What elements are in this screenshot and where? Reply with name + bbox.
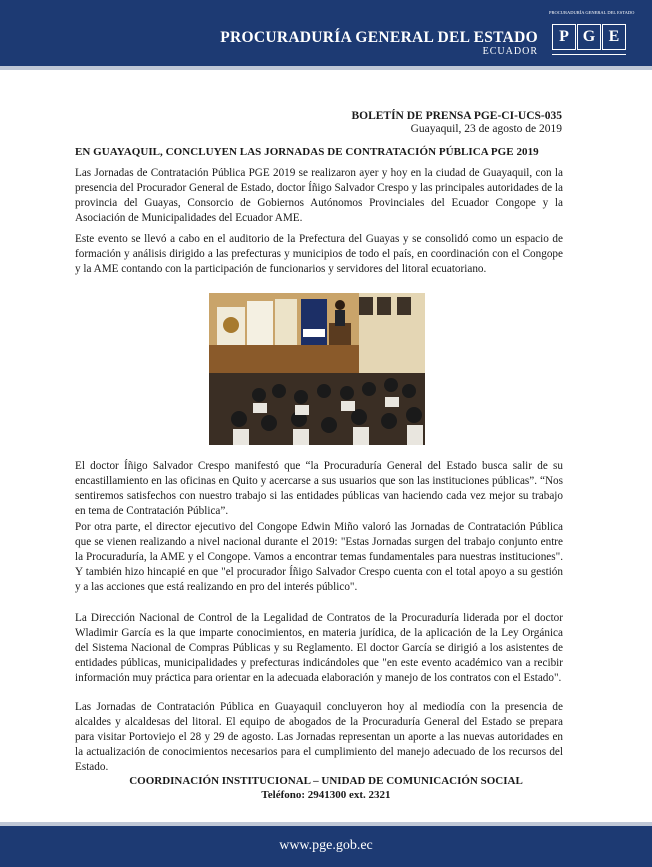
header-divider bbox=[0, 66, 652, 70]
headline: EN GUAYAQUIL, CONCLUYEN LAS JORNADAS DE CONTRATACIÓN PÚBLICA PGE 2019 bbox=[75, 146, 539, 158]
footer-unit: COORDINACIÓN INSTITUCIONAL – UNIDAD DE COMUNICACIÓN SOCIAL bbox=[129, 775, 523, 787]
event-photo bbox=[209, 293, 425, 445]
paragraph-6: Las Jornadas de Contratación Pública en Guayaquil concluyeron hoy al mediodía con la presencia de alcaldes y alcaldesas del litoral. El equipo de abogados de la Procuraduría General del Estado se prepara para visitar Portoviejo el 28 y 29 de agosto. Las Jornadas representan un aporte a las nuevas autoridades en la actualización de conocimientos necesarios para el cumplimiento del manejo adecuado de los recursos del Estado. bbox=[75, 701, 563, 773]
bulletin-number: BOLETÍN DE PRENSA PGE-CI-UCS-035 bbox=[351, 110, 562, 122]
paragraph-2: Este evento se llevó a cabo en el auditorio de la Prefectura del Guayas y se consolidó como un espacio de formación y análisis dirigido a las prefecturas y municipios de todo el país, en coordinación con el Congope y la AME contando con la participación de funcionarios y servidores del litoral ecuatoriano. bbox=[75, 233, 563, 275]
paragraph-1: Las Jornadas de Contratación Pública PGE 2019 se realizaron ayer y hoy en la ciudad de Guayaquil, con la presencia del Procurador General de Estado, doctor Íñigo Salvador Crespo y las principales autoridades de la provincia del Guayas, Consorcio de Gobiernos Autónomos Provinciales del Ecuador Congope y la Asociación de Municipalidades del Ecuador AME. bbox=[75, 167, 563, 224]
page-header bbox=[0, 0, 652, 66]
logo-letter-g: G bbox=[577, 24, 601, 50]
bulletin-place-date: Guayaquil, 23 de agosto de 2019 bbox=[410, 123, 562, 135]
pge-logo bbox=[549, 10, 635, 62]
logo-letters bbox=[552, 24, 626, 56]
org-name: PROCURADURÍA GENERAL DEL ESTADO bbox=[220, 29, 538, 46]
logo-rule bbox=[552, 54, 626, 55]
logo-caption: PROCURADURÍA GENERAL DEL ESTADO bbox=[549, 10, 635, 15]
footer-phone: Teléfono: 2941300 ext. 2321 bbox=[261, 789, 391, 801]
org-country: ECUADOR bbox=[482, 46, 538, 57]
logo-letter-e: E bbox=[602, 24, 626, 50]
website-link[interactable]: www.pge.gob.ec bbox=[279, 838, 373, 853]
paragraph-5: La Dirección Nacional de Control de la Legalidad de Contratos de la Procuraduría liderada por el doctor Wladimir García es la que imparte conocimientos, en materia jurídica, de la aplicación de la Ley Orgánica del Sistema Nacional de Compras Públicas y su Reglamento. El doctor García se dirigió a los asistentes de entidades públicas, municipalidades y prefecturas indicándoles que "en este evento académico van a recibir información muy práctica para orientar en la adecuada elaboración y manejo de los contratos con el Estado". bbox=[75, 612, 563, 684]
paragraph-3: El doctor Íñigo Salvador Crespo manifestó que “la Procuraduría General del Estado busca salir de su encastillamiento en las oficinas en Quito y acercarse a sus usuarios que son las instituciones públicas”. “Nos sentiremos satisfechos con nuestro trabajo si las entidades públicas van haciendo cada vez mejor su trabajo en tema de Contratación Pública”. bbox=[75, 460, 563, 517]
logo-letter-p: P bbox=[552, 24, 576, 50]
paragraph-4: Por otra parte, el director ejecutivo del Congope Edwin Miño valoró las Jornadas de Contratación Pública que se vienen realizando a nivel nacional durante el 2019: "Estas Jornadas surgen del trabajo conjunto entre la Procuraduría, la AME y el Congope. Vamos a encontrar temas fundamentales para nuestras instituciones". Y también hizo hincapié en que "el procurador Íñigo Salvador Crespo cuenta con el total apoyo a su gestión y a las acciones que está realizando en pro del interés público". bbox=[75, 521, 563, 593]
